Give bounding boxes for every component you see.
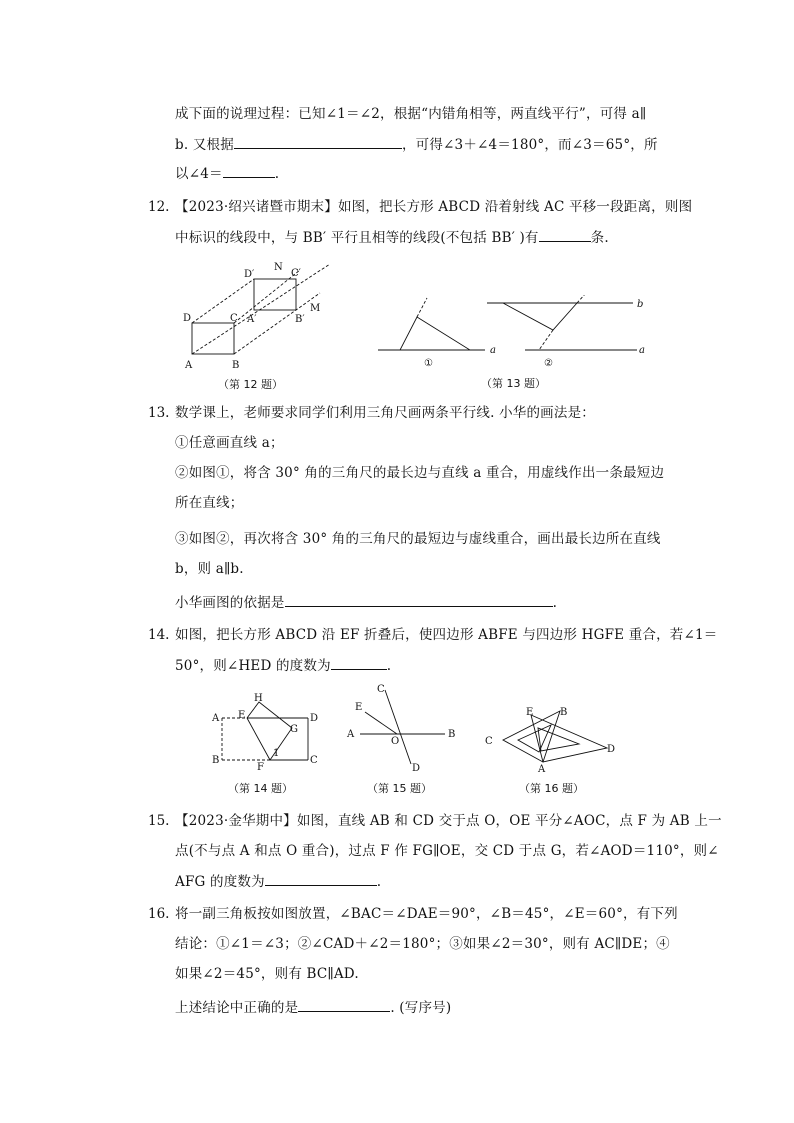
fig14-label-1: 1 <box>273 748 280 759</box>
fig12-label-d-prime: D′ <box>244 269 255 280</box>
q11-answer-blank-1[interactable] <box>234 134 402 149</box>
fig12-label-m: M <box>310 303 321 314</box>
fig14-label-b: B <box>212 755 220 766</box>
fig15-label-e: E <box>355 702 363 713</box>
fig12-label-d: D <box>183 313 192 324</box>
q11-line-2-end: ，可得∠3＋∠4＝180°，而∠3＝65°，所 <box>401 137 658 153</box>
q16-number: 16. <box>148 906 170 922</box>
q12-line-2-start: 中标识的线段中，与 BB′ 平行且相等的线段(不包括 BB′ )有 <box>175 230 539 246</box>
q11-line-3-start: 以∠4＝ <box>175 166 223 182</box>
fig12-caption: （第 12 题） <box>218 378 283 391</box>
q16-line-4-end: . (写序号) <box>390 1000 452 1016</box>
q15-line-3-end: . <box>376 874 382 890</box>
q14-line-2 <box>175 655 391 676</box>
q14-line-2-start: 50°，则∠HED 的度数为 <box>175 658 331 674</box>
q11-answer-blank-2[interactable] <box>223 163 275 178</box>
fig13-label-a1: a <box>490 345 496 356</box>
q11-line-2-start: b. 又根据 <box>175 137 234 153</box>
q14-line-1: 如图，把长方形 ABCD 沿 EF 折叠后，使四边形 ABFE 与四边形 HGFE 重合，若∠1＝ <box>175 627 718 643</box>
fig13-caption: （第 13 题） <box>481 377 546 390</box>
q14-answer-blank[interactable] <box>331 655 387 670</box>
fig15-label-c: C <box>377 684 385 695</box>
figure-16 <box>483 703 623 795</box>
fig12-label-b: B <box>232 360 240 371</box>
q15-line-3-start: AFG 的度数为 <box>175 874 265 890</box>
q16-line-3: 如果∠2＝45°，则有 BC∥AD. <box>175 966 359 982</box>
fig13-label-a2: a <box>639 345 645 356</box>
fig13-label-b: b <box>637 299 644 310</box>
q14-number: 14. <box>148 627 170 643</box>
q11-line-1: 成下面的说理过程：已知∠1＝∠2，根据“内错角相等，两直线平行”，可得 a∥ <box>175 106 647 122</box>
q15-line-2: 点(不与点 A 和点 O 重合)，过点 F 作 FG∥OE，交 CD 于点 G，若∠AOD＝110°，则∠ <box>175 843 719 859</box>
q16-line-4-start: 上述结论中正确的是 <box>175 1000 299 1016</box>
fig15-label-d: D <box>412 763 421 774</box>
q16-line-2: 结论：①∠1＝∠3；②∠CAD＋∠2＝180°；③如果∠2＝30°，则有 AC∥DE；④ <box>175 936 670 952</box>
q11-line-3-end: . <box>274 166 280 182</box>
q12-line-2 <box>175 227 609 248</box>
q14-line-2-end: . <box>386 658 392 674</box>
q15-answer-blank[interactable] <box>265 871 377 886</box>
fig14-label-c: C <box>310 755 318 766</box>
fig16-label-e: E <box>526 707 534 718</box>
fig15-label-o: O <box>391 736 400 747</box>
q11-line-2 <box>175 134 658 155</box>
q13-line-2: ①任意画直线 a； <box>175 435 284 451</box>
fig12-label-n: N <box>274 262 283 273</box>
q11-line-3 <box>175 163 279 184</box>
fig14-label-f: F <box>257 762 264 770</box>
q16-line-1: 将一副三角板按如图放置，∠BAC＝∠DAE＝90°，∠B＝45°，∠E＝60°，有下列 <box>175 906 678 922</box>
fig14-label-a: A <box>212 713 220 724</box>
fig14-label-h: H <box>254 693 263 704</box>
q12-line-2-end: 条. <box>590 230 609 246</box>
fig15-caption: （第 15 题） <box>367 782 432 795</box>
q13-line-4: 所在直线； <box>175 495 244 511</box>
q15-line-1: 【2023·金华期中】如图，直线 AB 和 CD 交于点 O，OE 平分∠AOC，点 F 为 AB 上一 <box>175 813 722 829</box>
q16-answer-blank[interactable] <box>298 997 390 1012</box>
q12-line-1: 【2023·绍兴诸暨市期末】如图，把长方形 ABCD 沿着射线 AC 平移一段距离，则图 <box>175 199 693 215</box>
fig12-label-a: A <box>185 360 193 371</box>
fig16-caption: （第 16 题） <box>519 782 584 795</box>
fig13-label-1: ① <box>424 358 433 369</box>
fig15-label-b: B <box>448 729 456 740</box>
q13-line-7 <box>175 592 557 613</box>
fig12-label-a-prime: A′ <box>247 314 257 325</box>
fig12-label-c: C <box>230 313 238 324</box>
q12-answer-blank[interactable] <box>539 227 591 242</box>
fig12-label-b-prime: B′ <box>295 314 305 325</box>
fig12-label-c-prime: C′ <box>291 268 301 279</box>
fig14-label-e: E <box>238 710 246 721</box>
fig14-label-g: G <box>290 724 298 735</box>
figure-12 <box>180 260 330 395</box>
q13-line-5: ③如图②，再次将含 30° 角的三角尺的最短边与虚线重合，画出最长边所在直线 <box>175 531 661 547</box>
fig16-label-c: C <box>485 736 493 747</box>
fig14-label-d: D <box>310 713 319 724</box>
q13-line-7-start: 小华画图的依据是 <box>175 595 285 611</box>
fig14-caption: （第 14 题） <box>228 782 293 795</box>
q13-number: 13. <box>148 405 170 421</box>
q13-line-7-end: . <box>552 595 558 611</box>
q13-line-3: ②如图①，将含 30° 角的三角尺的最长边与直线 a 重合，用虚线作出一条最短边 <box>175 465 665 481</box>
q15-number: 15. <box>148 813 170 829</box>
figure-14 <box>210 690 325 795</box>
figure-15 <box>345 682 460 795</box>
fig15-label-a: A <box>347 729 355 740</box>
fig16-label-b: B <box>560 707 568 718</box>
q15-line-3 <box>175 871 381 892</box>
q16-line-4 <box>175 997 451 1018</box>
q13-line-6: b，则 a∥b. <box>175 561 244 577</box>
fig13-label-2: ② <box>544 358 553 369</box>
figure-13 <box>375 295 650 390</box>
q13-line-1: 数学课上，老师要求同学们利用三角尺画两条平行线. 小华的画法是： <box>175 405 595 421</box>
fig16-label-a: A <box>538 764 546 773</box>
q12-number: 12. <box>148 199 170 215</box>
fig16-label-d: D <box>607 744 616 755</box>
q13-answer-blank[interactable] <box>285 592 553 607</box>
